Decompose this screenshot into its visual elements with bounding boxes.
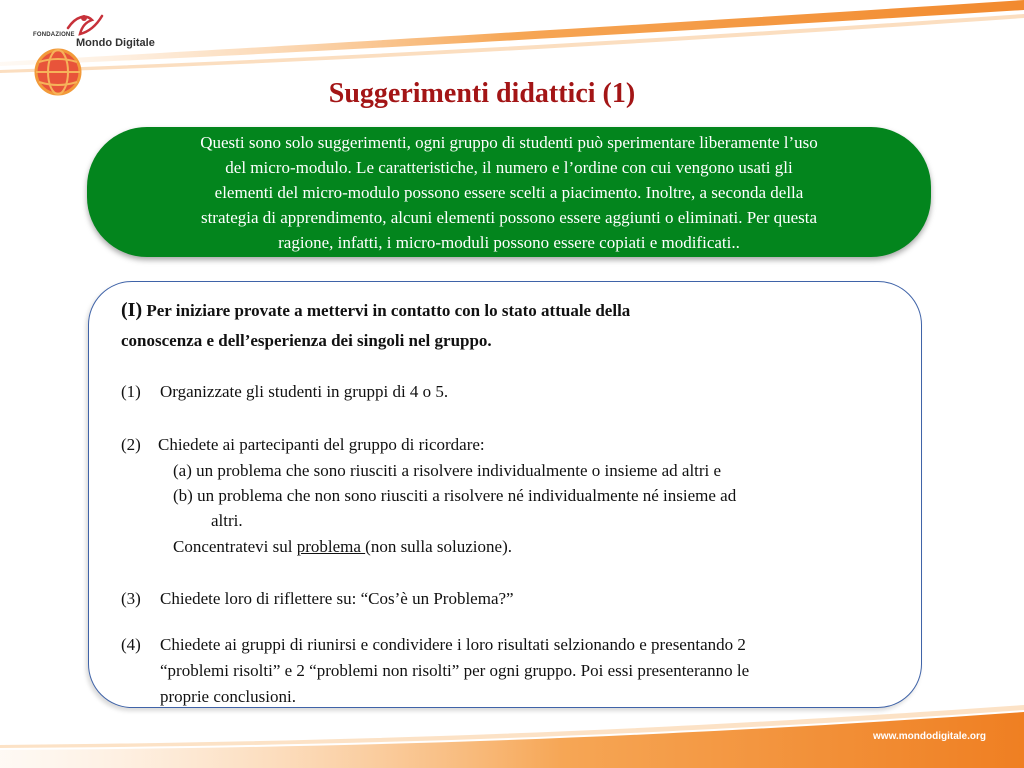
step-2-item-a: (a) un problema che sono riusciti a risolvere individualmente o insieme ad altri e (173, 461, 722, 480)
section-heading-line1: Per iniziare provate a mettervi in contatto con lo stato attuale della (142, 301, 631, 320)
focus-prefix: Concentratevi sul (173, 537, 297, 556)
section-heading (121, 299, 630, 322)
intro-line: Questi sono solo suggerimenti, ogni gruppo di studenti può sperimentare liberamente l’uso (200, 133, 818, 152)
step-1-number: (1) (121, 382, 141, 401)
logo-foundation-text: FONDAZIONE (33, 32, 75, 38)
step-4-line1: Chiedete ai gruppi di riunirsi e condividere i loro risultati selzionando e presentando 2 (160, 635, 746, 654)
step-4-line2: “problemi risolti” e 2 “problemi non risolti” per ogni gruppo. Poi essi presenteranno le (160, 661, 750, 680)
slide-title: Suggerimenti didattici (1) (328, 78, 636, 109)
focus-note (173, 536, 512, 558)
intro-line: del micro-modulo. Le caratteristiche, il numero e l’ordine con cui vengono usati gli (225, 158, 793, 177)
step-3-number: (3) (121, 589, 141, 608)
step-2-item-b-cont: altri. (211, 511, 243, 530)
section-heading-line2: conoscenza e dell’esperienza dei singoli nel gruppo. (121, 331, 492, 350)
bottom-band (0, 712, 1024, 768)
logo-name-text: Mondo Digitale (76, 37, 155, 49)
intro-box (87, 127, 931, 257)
intro-text (115, 130, 903, 255)
step-4-number: (4) (121, 635, 141, 654)
intro-line: strategia di apprendimento, alcuni elementi possono essere aggiunti o eliminati. Per questa (200, 208, 818, 227)
step-2-number: (2) (121, 435, 141, 454)
step-3-text: Chiedete loro di riflettere su: “Cos’è un Problema?” (160, 589, 514, 608)
section-number: (I) (121, 299, 143, 321)
footer-url: www.mondodigitale.org (873, 731, 986, 742)
step-4-line3: proprie conclusioni. (160, 687, 296, 706)
step-2-text: Chiedete ai partecipanti del gruppo di ricordare: (158, 435, 485, 454)
focus-underlined-word: problema (296, 537, 366, 556)
step-2-item-b: (b) un problema che non sono riusciti a risolvere né individualmente né insieme ad (173, 486, 737, 505)
intro-line: elementi del micro-modulo possono essere scelti a piacimento. Inoltre, a seconda della (214, 183, 804, 202)
step-1-text: Organizzate gli studenti in gruppi di 4 o 5. (160, 382, 449, 401)
focus-suffix: (non sulla soluzione). (365, 537, 512, 556)
intro-line: ragione, infatti, i micro-moduli possono essere copiati e modificati.. (278, 233, 740, 252)
